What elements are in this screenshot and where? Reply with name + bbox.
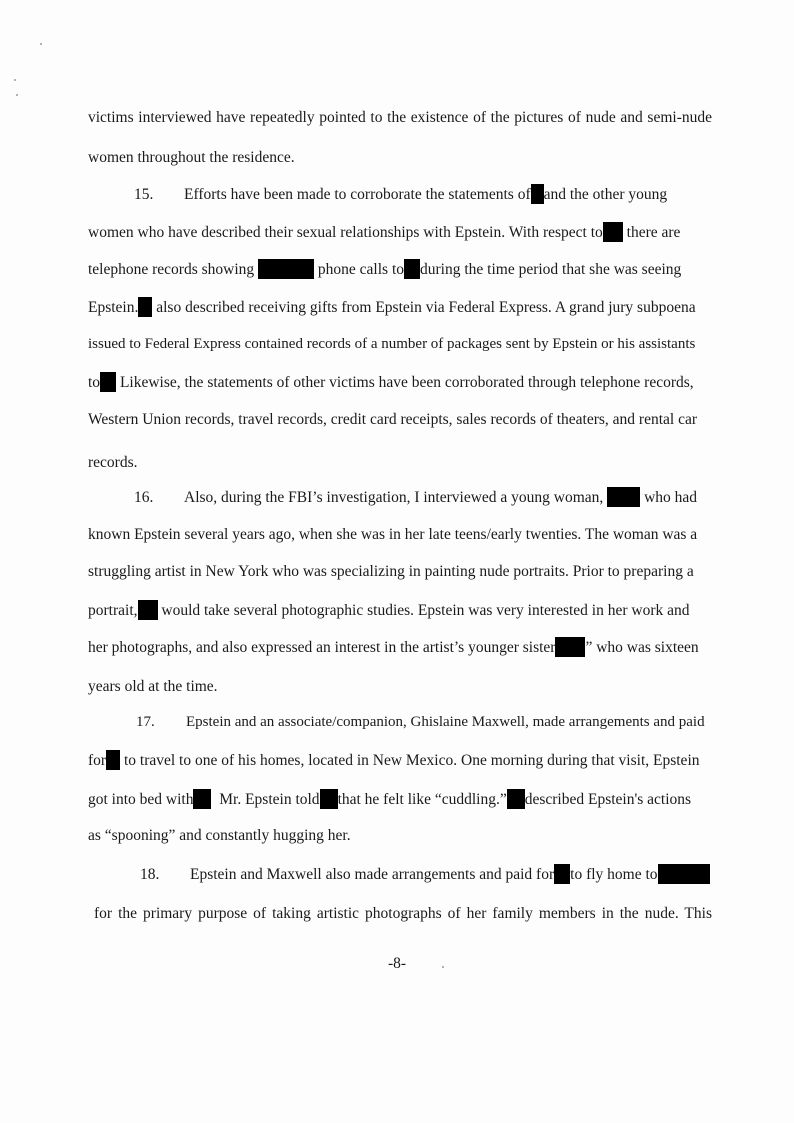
paragraph-15-line-3: telephone records showing phone calls to during the time period that she was seeing <box>88 261 682 278</box>
paragraph-number: 16. <box>134 489 154 506</box>
paragraph-16-line-4: portrait, would take several photographic studies. Epstein was very interested in her work and <box>88 602 690 619</box>
paragraph-number: 15. <box>134 186 154 203</box>
scan-speck <box>442 966 444 968</box>
redaction-box <box>258 259 314 279</box>
paragraph-17-line-3: got into bed with Mr. Epstein told that he felt like “cuddling.” described Epstein's actions <box>88 791 692 808</box>
redaction-box <box>100 372 116 392</box>
text-line: known Epstein several years ago, when she was in her late teens/early twenties. The woman was a <box>88 526 698 543</box>
paragraph-18-line-1: 18. Epstein and Maxwell also made arrangements and paid for to fly home to <box>140 864 712 885</box>
paragraph-15-line-4: Epstein. also described receiving gifts from Epstein via Federal Express. A grand jury subpoena <box>88 299 696 316</box>
redaction-box <box>193 789 211 809</box>
paragraph-number: 17. <box>136 714 155 730</box>
text-line: women throughout the residence. <box>88 149 295 166</box>
paragraph-number: 18. <box>140 866 160 883</box>
scan-speck <box>16 94 18 96</box>
redaction-box <box>554 864 570 884</box>
text-line: struggling artist in New York who was specializing in painting nude portraits. Prior to preparing a <box>88 563 694 580</box>
redaction-box <box>555 637 585 657</box>
paragraph-17-line-2: for to travel to one of his homes, located in New Mexico. One morning during that visit, Epstein <box>88 752 700 769</box>
redaction-box <box>138 600 158 620</box>
paragraph-15-line-6: to Likewise, the statements of other victims have been corroborated through telephone records, <box>88 374 694 391</box>
redaction-box <box>607 487 640 507</box>
paragraph-15-line-1: 15. Efforts have been made to corroborate the statements of and the other young <box>134 186 668 203</box>
redaction-box <box>531 184 544 204</box>
redaction-box <box>404 259 420 279</box>
text-line: Western Union records, travel records, credit card receipts, sales records of theaters, and rental car <box>88 411 697 428</box>
paragraph-16-line-1: 16. Also, during the FBI’s investigation, I interviewed a young woman, who had <box>134 489 698 506</box>
page-number: -8- <box>387 955 407 972</box>
text-line: years old at the time. <box>88 678 218 695</box>
scan-speck <box>14 79 16 81</box>
redaction-box <box>138 297 152 317</box>
redaction-box <box>106 750 120 770</box>
redaction-box <box>320 789 338 809</box>
text-line: as “spooning” and constantly hugging her. <box>88 827 351 844</box>
paragraph-17-line-1: 17. Epstein and an associate/companion, Ghislaine Maxwell, made arrangements and paid <box>136 714 705 730</box>
redaction-box <box>507 789 525 809</box>
text-line: issued to Federal Express contained records of a number of packages sent by Epstein or his assistants <box>88 336 696 352</box>
paragraph-15-line-2: women who have described their sexual relationships with Epstein. With respect to there are <box>88 224 681 241</box>
text-line: for the primary purpose of taking artistic photographs of her family members in the nude. This <box>94 905 712 922</box>
redaction-box <box>603 222 623 242</box>
text-line: records. <box>88 454 138 471</box>
redaction-box <box>658 864 710 884</box>
paragraph-16-line-5: her photographs, and also expressed an interest in the artist’s younger sister ” who was sixteen <box>88 639 699 656</box>
scan-speck <box>40 43 42 45</box>
text-line: victims interviewed have repeatedly pointed to the existence of the pictures of nude and semi-nude <box>88 109 712 126</box>
